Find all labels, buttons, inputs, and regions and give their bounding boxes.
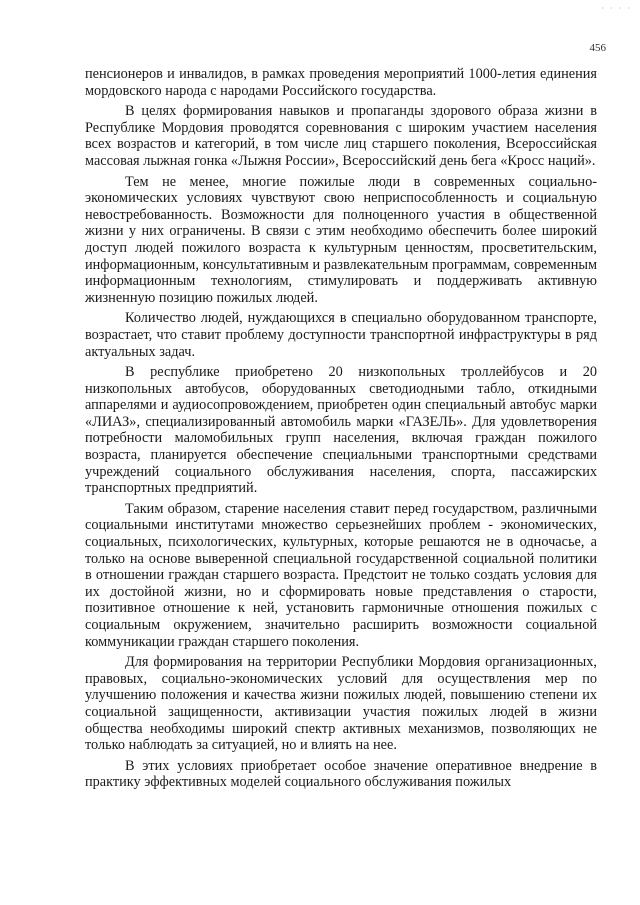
scan-corner-mark: · · · ·	[601, 4, 632, 13]
paragraph-transport-acquired: В республике приобретено 20 низкопольных троллейбусов и 20 низкопольных автобусов, оборудованных светодиодными табло, откидными аппарелями и аудиосопровождением, приобретен один специальный автобус марки «ЛИАЗ», специализированный автомобиль марки «ГАЗЕЛЬ». Для удовлетворения потребности маломобильных групп населения, включая граждан пожилого возраста, планируется обеспечение специальными транспортными средствами учреждений социального обслуживания населения, спорта, пассажирских транспортных предприятий.	[85, 364, 597, 497]
paragraph-mordovia-conditions: Для формирования на территории Республики Мордовия организационных, правовых, социально-экономических условий для осуществления мер по улучшению положения и качества жизни пожилых людей, повышению степени их социальной защищенности, активизации участия пожилых людей в жизни общества необходимы широкий спектр активных механизмов, позволяющих не только наблюдать за ситуацией, но и влиять на нее.	[85, 654, 597, 754]
paragraph-conclusion: Таким образом, старение населения ставит перед государством, различными социальными институтами множество серьезнейших проблем - экономических, социальных, психологических, культурных, которые решаются не в одночасье, а только на основе выверенной специальной государственной социальной политики в отношении граждан старшего возраста. Предстоит не только создать условия для их достойной жизни, но и сформировать новые представления о старости, позитивное отношение к ней, установить гармоничные отношения пожилых с социальным окружением, значительно расширить возможности социальной коммуникации граждан старшего поколения.	[85, 500, 597, 650]
paragraph-continuation: пенсионеров и инвалидов, в рамках проведения мероприятий 1000-летия единения мордовского народа с народами Российского государства.	[85, 66, 597, 99]
paragraph-transport-need: Количество людей, нуждающихся в специально оборудованном транспорте, возрастает, что ставит проблему доступности транспортной инфраструктуры в ряд актуальных задач.	[85, 310, 597, 360]
paragraph-social-participation: Тем не менее, многие пожилые люди в современных социально-экономических условиях чувствуют свою неприспособленность и социальную невостребованность. Возможности для полноценного участия в общественной жизни у них ограничены. В связи с этим необходимо обеспечить более широкий доступ людей пожилого возраста к культурным ценностям, просветительским, информационным, консультативным и развлекательным программам, современным информационным технологиям, стимулировать и поддерживать активную жизненную позицию пожилых людей.	[85, 173, 597, 306]
paragraph-service-models: В этих условиях приобретает особое значение оперативное внедрение в практику эффективных моделей социального обслуживания пожилых	[85, 757, 597, 791]
page-number: 456	[589, 42, 606, 54]
document-body	[85, 66, 597, 795]
paragraph-healthy-lifestyle: В целях формирования навыков и пропаганды здорового образа жизни в Республике Мордовия проводятся соревнования с широким участием населения всех возрастов и категорий, в том числе лиц старшего поколения, Всероссийская массовая лыжная гонка «Лыжня России», Всероссийский день бега «Кросс наций».	[85, 103, 597, 169]
